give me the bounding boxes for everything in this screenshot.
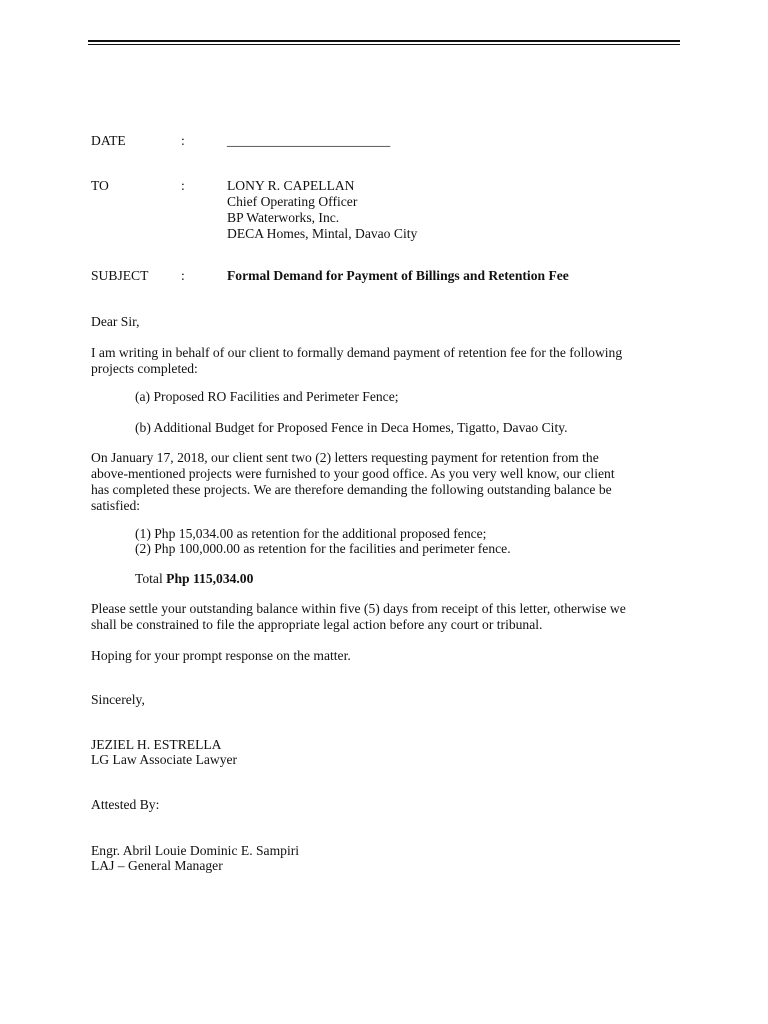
- recipient-address: DECA Homes, Mintal, Davao City: [227, 226, 418, 241]
- intro-line: projects completed:: [91, 361, 198, 376]
- recipient-company: BP Waterworks, Inc.: [227, 210, 340, 225]
- demand-line: satisfied:: [91, 498, 141, 513]
- demand-paragraph: [91, 450, 678, 514]
- date-label: DATE: [91, 133, 126, 148]
- header-rule-thick: [88, 40, 680, 42]
- attester-title: LAJ – General Manager: [91, 858, 223, 873]
- demand-line: On January 17, 2018, our client sent two (2) letters requesting payment for retention from the: [91, 450, 599, 465]
- date-colon: :: [181, 133, 185, 148]
- demand-line: above-mentioned projects were furnished to your good office. As you very well know, our client: [91, 466, 615, 481]
- recipient-title: Chief Operating Officer: [227, 194, 358, 209]
- settle-paragraph: [91, 601, 678, 633]
- demand-line: has completed these projects. We are therefore demanding the following outstanding balance be: [91, 482, 612, 497]
- subject-colon: :: [181, 268, 185, 283]
- signatory-title: LG Law Associate Lawyer: [91, 752, 238, 767]
- intro-paragraph: [91, 345, 678, 377]
- balance-item-1: (1) Php 15,034.00 as retention for the additional proposed fence;: [135, 526, 487, 541]
- subject-label: SUBJECT: [91, 268, 149, 283]
- project-item-b: (b) Additional Budget for Proposed Fence in Deca Homes, Tigatto, Davao City.: [135, 420, 568, 435]
- balance-item-2: (2) Php 100,000.00 as retention for the facilities and perimeter fence.: [135, 541, 511, 556]
- attester-name: Engr. Abril Louie Dominic E. Sampiri: [91, 843, 300, 858]
- date-blank: ________________________: [227, 133, 391, 148]
- intro-line: I am writing in behalf of our client to formally demand payment of retention fee for the following: [91, 345, 623, 360]
- recipient-name: LONY R. CAPELLAN: [227, 178, 355, 193]
- total-label: Total: [135, 571, 163, 586]
- total-line: [135, 571, 253, 587]
- header-rule-thin: [88, 44, 680, 45]
- recipient-block: [227, 178, 417, 242]
- settle-line: shall be constrained to file the appropriate legal action before any court or tribunal.: [91, 617, 543, 632]
- settle-line: Please settle your outstanding balance within five (5) days from receipt of this letter, otherwise we: [91, 601, 626, 616]
- hoping-line: Hoping for your prompt response on the matter.: [91, 648, 351, 663]
- salutation: Dear Sir,: [91, 314, 140, 329]
- signatory-name: JEZIEL H. ESTRELLA: [91, 737, 222, 752]
- project-item-a: (a) Proposed RO Facilities and Perimeter Fence;: [135, 389, 399, 404]
- to-colon: :: [181, 178, 185, 193]
- attested-by-label: Attested By:: [91, 797, 160, 812]
- closing: Sincerely,: [91, 692, 145, 707]
- subject-text: Formal Demand for Payment of Billings and Retention Fee: [227, 268, 569, 283]
- total-amount: Php 115,034.00: [166, 571, 254, 586]
- to-label: TO: [91, 178, 109, 193]
